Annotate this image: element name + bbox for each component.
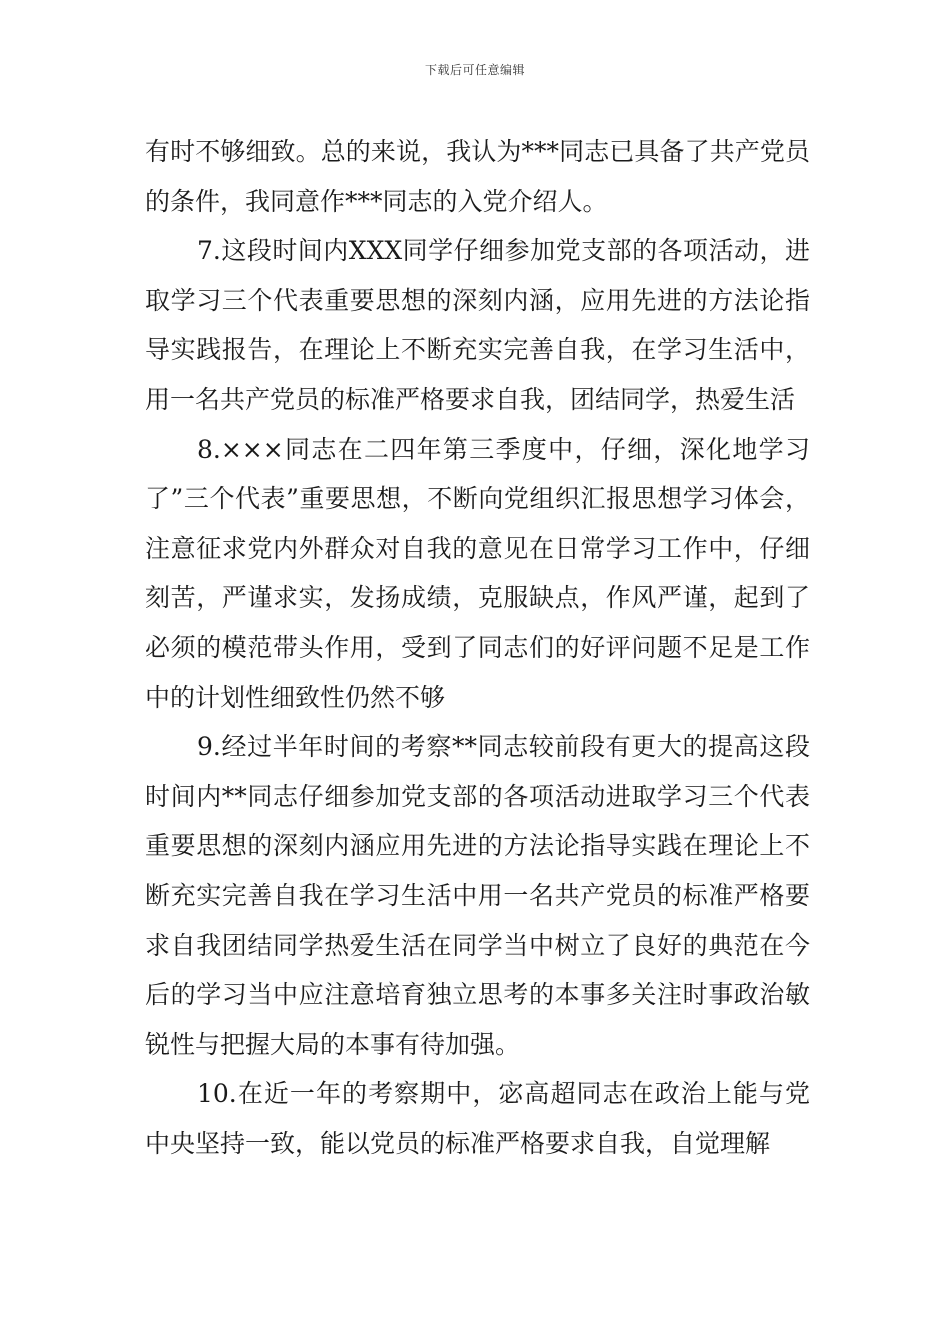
paragraph-9: 9.经过半年时间的考察**同志较前段有更大的提高这段时间内**同志仔细参加党支部的各项活动进取学习三个代表重要思想的深刻内涵应用先进的方法论指导实践在理论上不断充实完善自我在学习生活中用一名共产党员的标准严格要求自我团结同学热爱生活在同学当中树立了良好的典范在今后的学习当中应注意培育独立思考的本事多关注时事政治敏锐性与把握大局的本事有待加强。 [145,732,810,1059]
paragraph-continued: 有时不够细致。总的来说，我认为***同志已具备了共产党员的条件，我同意作***同志的入党介绍人。 [145,137,810,216]
paragraph-8: 8.×××同志在二四年第三季度中，仔细，深化地学习了”三个代表”重要思想，不断向党组织汇报思想学习体会，注意征求党内外群众对自我的意见在日常学习工作中，仔细刻苦，严谨求实，发扬成绩，克服缺点，作风严谨，起到了必须的模范带头作用，受到了同志们的好评问题不足是工作中的计划性细致性仍然不够 [145,434,810,712]
paragraph-7: 7.这段时间内XXX同学仔细参加党支部的各项活动，进取学习三个代表重要思想的深刻内涵，应用先进的方法论指导实践报告，在理论上不断充实完善自我，在学习生活中，用一名共产党员的标准严格要求自我，团结同学，热爱生活 [145,236,810,414]
paragraph-10: 10.在近一年的考察期中，宓高超同志在政治上能与党中央坚持一致，能以党员的标准严格要求自我，自觉理解 [145,1079,810,1158]
page-header: 下载后可任意编辑 [424,63,525,77]
document-body [145,127,810,1168]
